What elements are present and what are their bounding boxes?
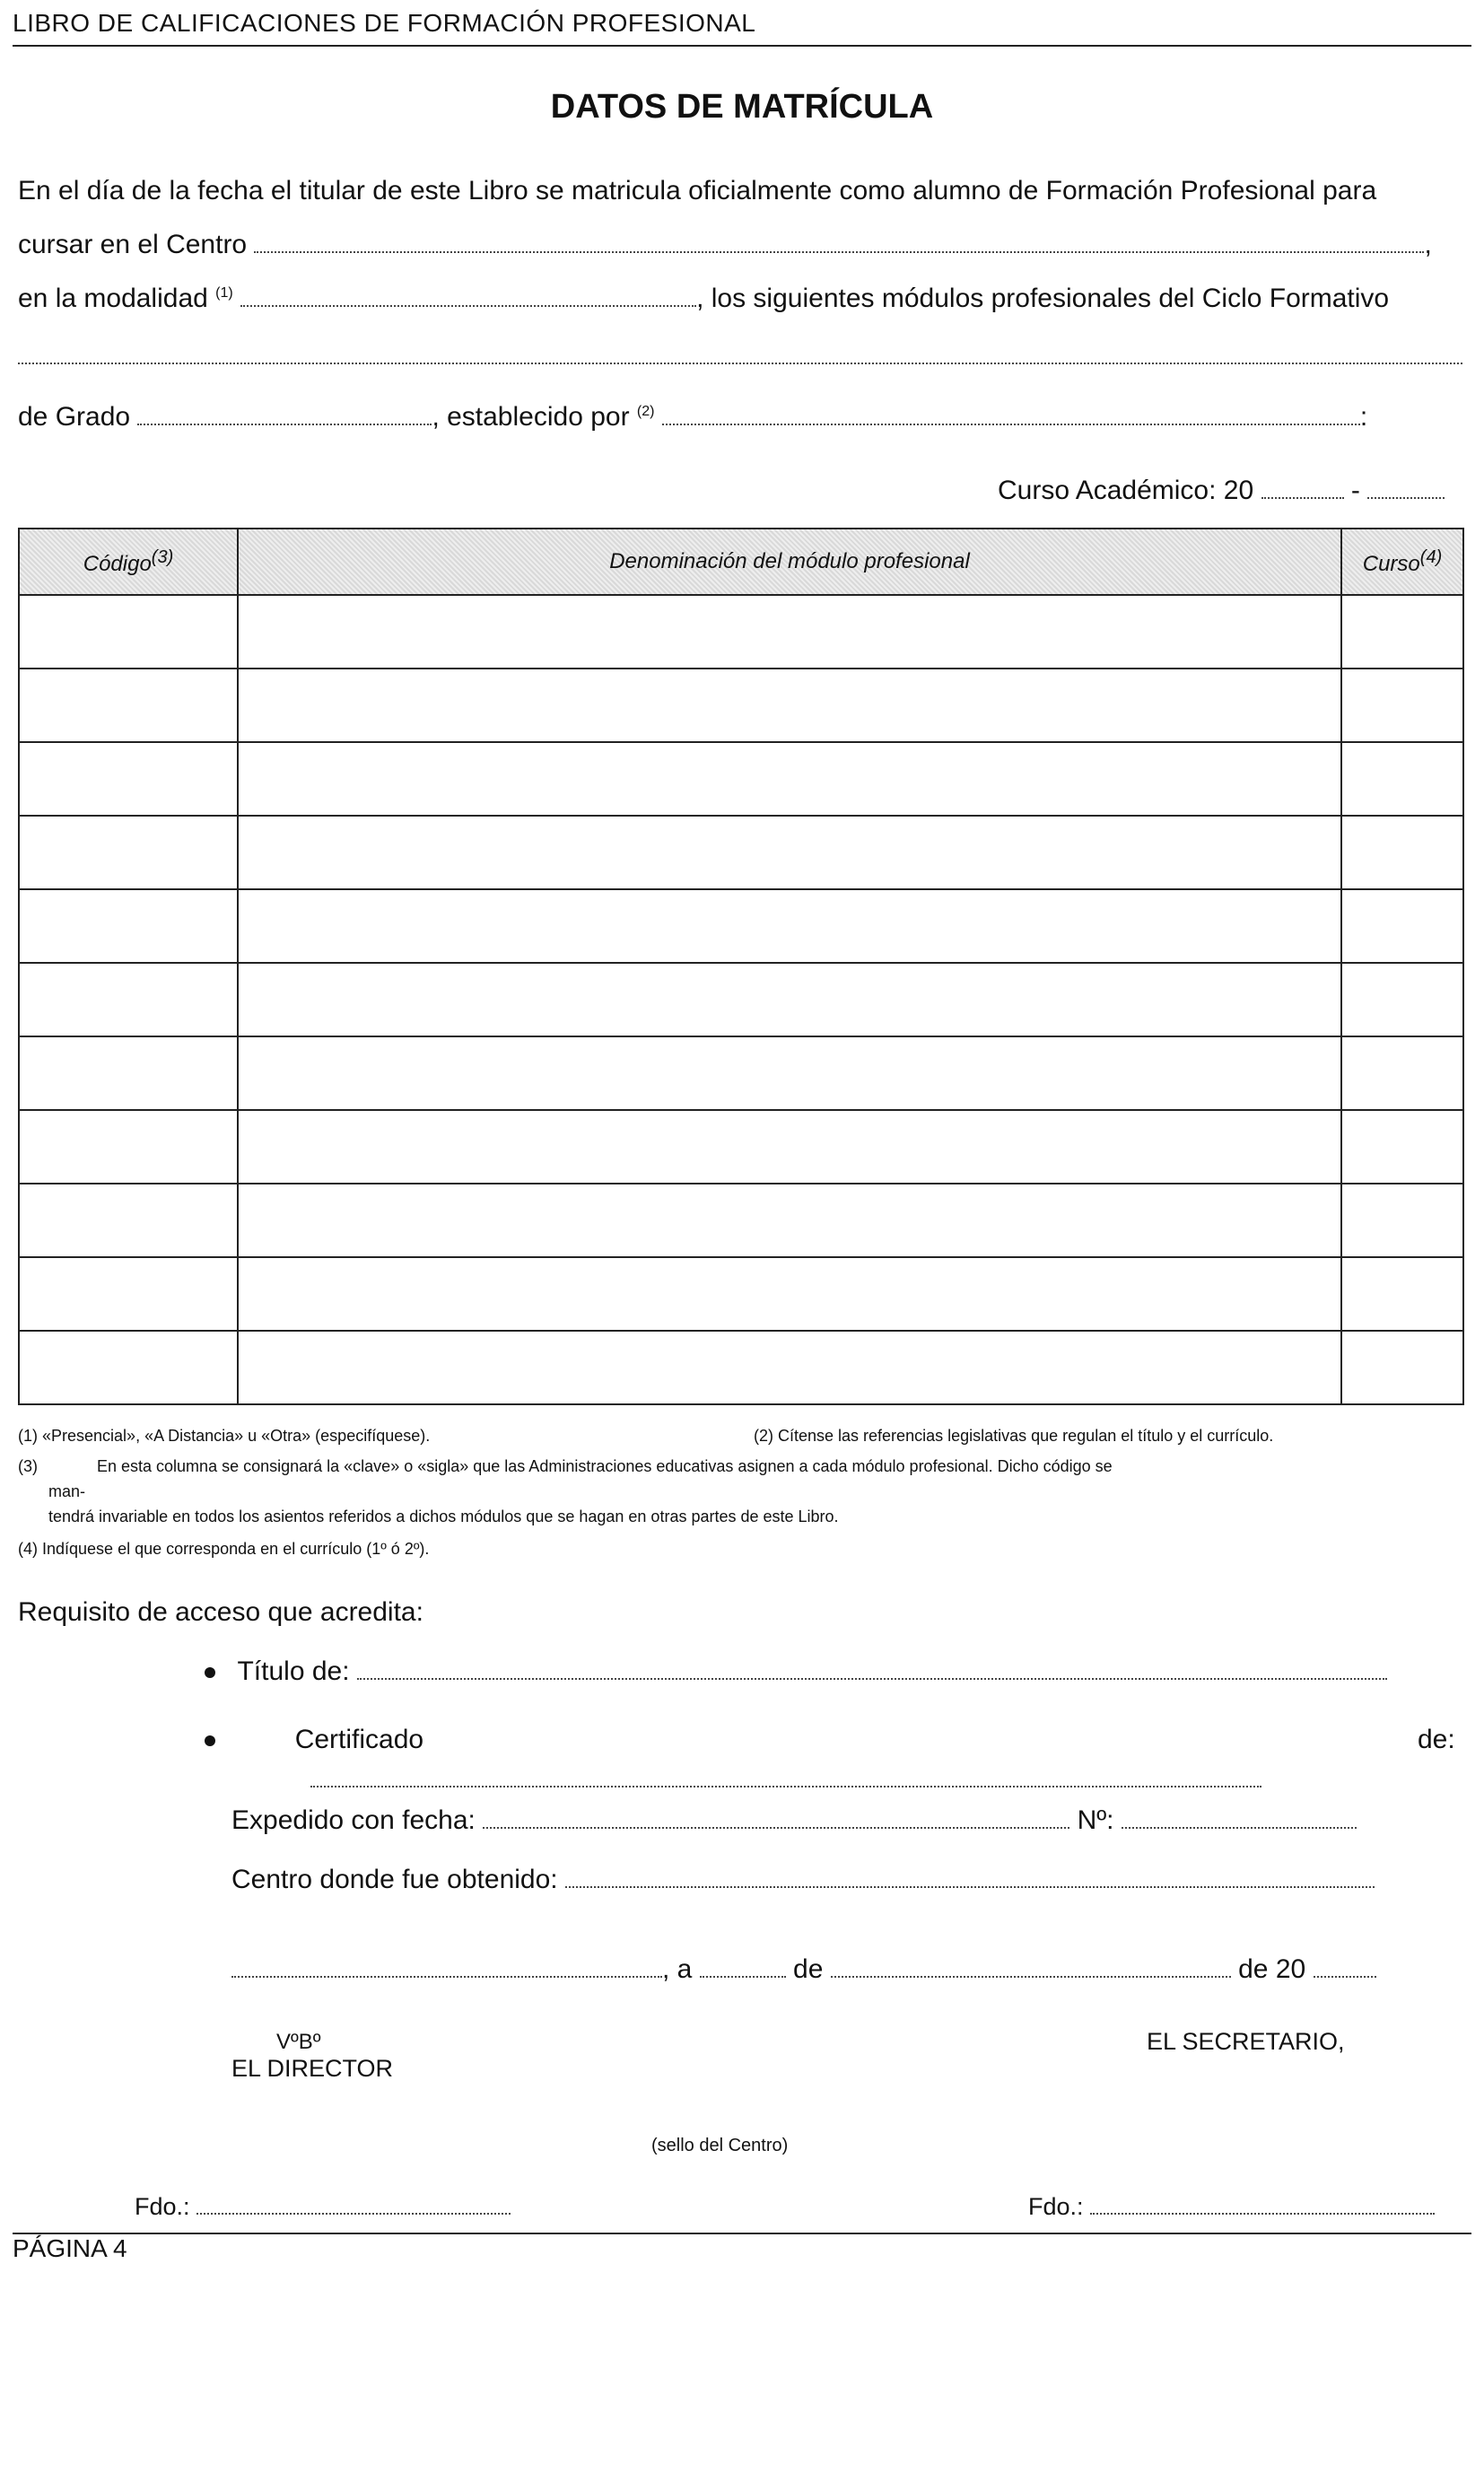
footnote-2: (2) Cítense las referencias legislativas que regulan el título y el currículo.: [754, 1427, 1274, 1445]
denominacion-cell[interactable]: [238, 742, 1341, 816]
establecido-field[interactable]: [662, 423, 1360, 425]
titulo-field[interactable]: [357, 1677, 1387, 1680]
curso-cell[interactable]: [1341, 1331, 1463, 1404]
fdo-secretario-label: Fdo.:: [1028, 2193, 1084, 2220]
expedido-field[interactable]: [483, 1826, 1069, 1829]
curso-cell[interactable]: [1341, 1184, 1463, 1257]
note-ref-4: (4): [1419, 546, 1443, 567]
table-row: [19, 1110, 1463, 1184]
note-ref-3: (3): [151, 546, 174, 567]
intro-line-2: [18, 230, 1432, 260]
anio-field[interactable]: [1314, 1975, 1376, 1978]
table-row: [19, 1331, 1463, 1404]
codigo-cell[interactable]: [19, 1257, 238, 1331]
codigo-cell[interactable]: [19, 963, 238, 1036]
col-denominacion-label: Denominación del módulo profesional: [609, 549, 970, 573]
codigo-cell[interactable]: [19, 669, 238, 742]
footnote-4: (4) Indíquese el que corresponda en el currículo (1º ó 2º).: [18, 1540, 430, 1558]
footnote-3: En esta columna se consignará la «clave» o «sigla» que las Administraciones educativas asignen a cada módulo profesional. Dicho código se: [97, 1457, 1113, 1475]
curso-cell[interactable]: [1341, 595, 1463, 669]
centro-obtenido-field[interactable]: [565, 1885, 1375, 1888]
curso-cell[interactable]: [1341, 963, 1463, 1036]
grado-field[interactable]: [137, 423, 432, 425]
curso-end-field[interactable]: [1367, 496, 1445, 499]
dia-field[interactable]: [700, 1975, 786, 1978]
table-row: [19, 742, 1463, 816]
curso-sep: -: [1350, 476, 1360, 505]
codigo-cell[interactable]: [19, 816, 238, 889]
table-row: [19, 1036, 1463, 1110]
footnote-3-cont-b: tendrá invariable en todos los asientos referidos a dichos módulos que se hagan en otras partes de este Libro.: [48, 1508, 839, 1525]
fecha-a: , a: [662, 1954, 693, 1984]
sello-label: (sello del Centro): [651, 2136, 789, 2155]
centro-field[interactable]: [254, 250, 1424, 253]
bullet-icon: [205, 1735, 215, 1746]
table-row: [19, 595, 1463, 669]
titulo-row: [205, 1656, 1387, 1687]
codigo-cell[interactable]: [19, 1036, 238, 1110]
comma: ,: [1424, 230, 1432, 259]
fecha-row: [231, 1954, 1376, 1985]
intro-line-3: [18, 284, 1389, 314]
col-curso: [1341, 529, 1463, 595]
fdo-director-label: Fdo.:: [135, 2193, 190, 2220]
curso-cell[interactable]: [1341, 889, 1463, 963]
requisito-title: Requisito de acceso que acredita:: [18, 1597, 423, 1627]
certificado-de: de:: [1418, 1725, 1455, 1754]
denominacion-cell[interactable]: [238, 1110, 1341, 1184]
codigo-cell[interactable]: [19, 742, 238, 816]
codigo-cell[interactable]: [19, 595, 238, 669]
expedido-label: Expedido con fecha:: [231, 1805, 476, 1835]
codigo-cell[interactable]: [19, 1331, 238, 1404]
page-title: DATOS DE MATRÍCULA: [550, 88, 934, 126]
curso-start-field[interactable]: [1261, 496, 1344, 499]
fdo-secretario-row: [1028, 2193, 1435, 2221]
denominacion-cell[interactable]: [238, 1036, 1341, 1110]
establecido-label: , establecido por: [432, 402, 630, 432]
denominacion-cell[interactable]: [238, 963, 1341, 1036]
curso-cell[interactable]: [1341, 669, 1463, 742]
note-ref-2: (2): [636, 404, 655, 419]
curso-cell[interactable]: [1341, 742, 1463, 816]
table-row: [19, 1257, 1463, 1331]
footnote-1: (1) «Presencial», «A Distancia» u «Otra» (especifíquese).: [18, 1427, 431, 1445]
fecha-de: de: [793, 1954, 824, 1984]
col-codigo: [19, 529, 238, 595]
secretario-label: EL SECRETARIO,: [1147, 2028, 1345, 2055]
curso-cell[interactable]: [1341, 1257, 1463, 1331]
book-header: LIBRO DE CALIFICACIONES DE FORMACIÓN PROFESIONAL: [13, 9, 756, 37]
centro-obtenido-label: Centro donde fue obtenido:: [231, 1865, 558, 1894]
bullet-icon: [205, 1667, 215, 1678]
curso-cell[interactable]: [1341, 816, 1463, 889]
col-codigo-label: Código: [83, 551, 152, 576]
centro-obtenido-row: [231, 1865, 1375, 1895]
codigo-cell[interactable]: [19, 1184, 238, 1257]
modalidad-field[interactable]: [240, 304, 696, 307]
director-label: EL DIRECTOR: [231, 2055, 394, 2082]
centro-label: cursar en el Centro: [18, 230, 248, 259]
curso-cell[interactable]: [1341, 1110, 1463, 1184]
fdo-secretario-field[interactable]: [1090, 2212, 1435, 2215]
modules-text: , los siguientes módulos profesionales del Ciclo Formativo: [696, 284, 1390, 313]
col-curso-label: Curso: [1362, 551, 1420, 576]
footer-rule: [13, 2233, 1471, 2234]
visto-bueno: VºBº: [276, 2030, 321, 2054]
titulo-label: Título de:: [237, 1656, 350, 1686]
mes-field[interactable]: [831, 1975, 1231, 1978]
grado-label: de Grado: [18, 402, 131, 432]
lugar-field[interactable]: [231, 1975, 662, 1978]
numero-field[interactable]: [1122, 1826, 1357, 1829]
footnote-3-cont-a: man-: [48, 1482, 86, 1500]
denominacion-cell[interactable]: [238, 669, 1341, 742]
table-row: [19, 816, 1463, 889]
table-row: [19, 1184, 1463, 1257]
intro-line-5: [18, 402, 1367, 433]
intro-line-1: En el día de la fecha el titular de este Libro se matricula oficialmente como alumno de Formación Profesional para: [18, 176, 1377, 205]
certificado-field[interactable]: [310, 1786, 1261, 1787]
denominacion-cell[interactable]: [238, 816, 1341, 889]
denominacion-cell[interactable]: [238, 1257, 1341, 1331]
certificado-label: Certificado: [294, 1725, 424, 1754]
note-ref-1: (1): [215, 285, 233, 301]
denominacion-cell[interactable]: [238, 1184, 1341, 1257]
codigo-cell[interactable]: [19, 1110, 238, 1184]
numero-label: Nº:: [1077, 1805, 1114, 1835]
ciclo-field[interactable]: [18, 363, 1462, 364]
table-row: [19, 889, 1463, 963]
header-rule: [13, 45, 1471, 47]
table-row: [19, 669, 1463, 742]
expedido-row: [231, 1805, 1357, 1836]
fecha-de20: de 20: [1238, 1954, 1306, 1984]
certificado-row: [205, 1725, 423, 1755]
table-row: [19, 963, 1463, 1036]
col-denominacion: [238, 529, 1341, 595]
curso-cell[interactable]: [1341, 1036, 1463, 1110]
fdo-director-row: [135, 2193, 511, 2221]
fdo-director-field[interactable]: [196, 2212, 511, 2215]
codigo-cell[interactable]: [19, 889, 238, 963]
denominacion-cell[interactable]: [238, 889, 1341, 963]
denominacion-cell[interactable]: [238, 595, 1341, 669]
curso-label: Curso Académico: 20: [998, 476, 1254, 505]
modalidad-label: en la modalidad: [18, 284, 208, 313]
footnote-3-number: (3): [18, 1457, 38, 1475]
colon: :: [1359, 402, 1368, 432]
denominacion-cell[interactable]: [238, 1331, 1341, 1404]
curso-academico: [998, 476, 1445, 506]
page-number: PÁGINA 4: [13, 2234, 127, 2262]
modules-table: [18, 528, 1464, 1405]
